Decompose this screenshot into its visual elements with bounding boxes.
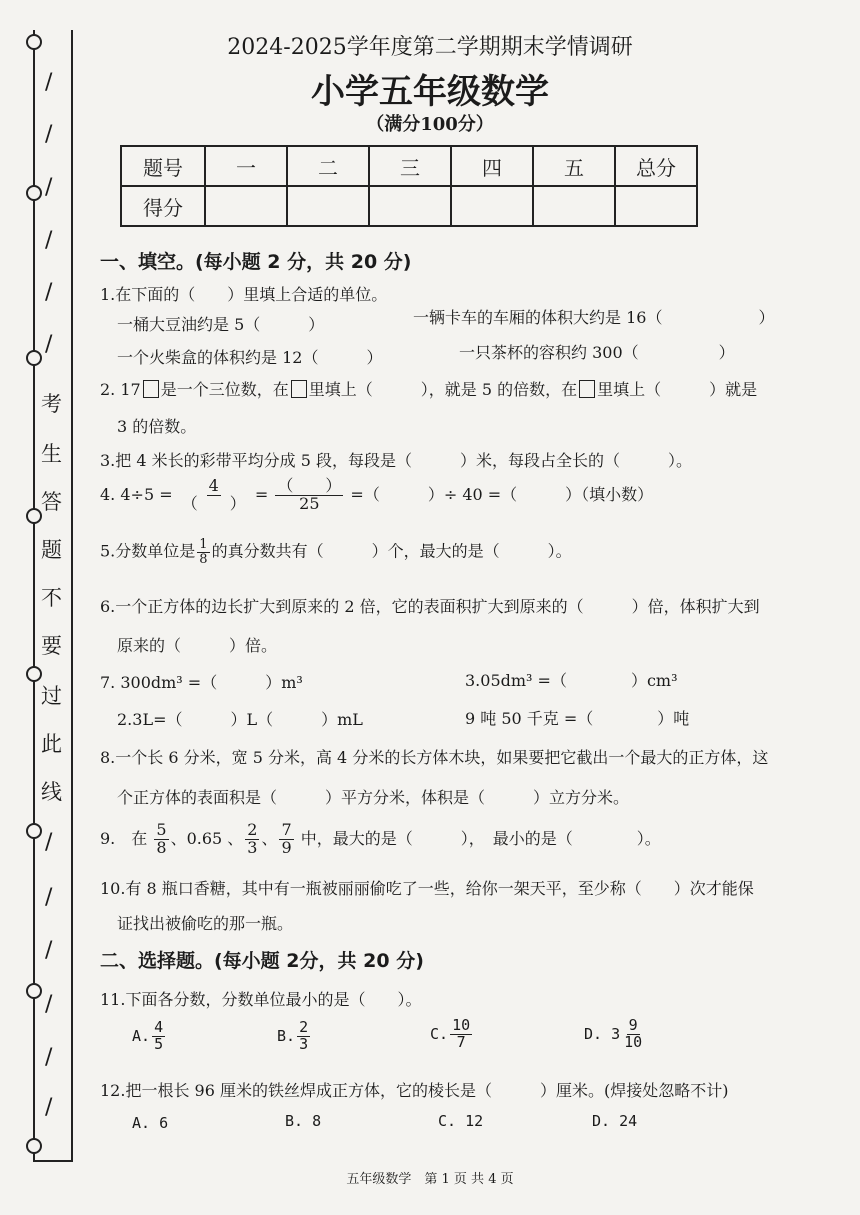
question-1-item: 一桶大豆油约是 5（ ） <box>117 315 325 334</box>
score-cell <box>287 186 369 226</box>
margin-slash: / <box>45 992 53 1017</box>
option-a <box>132 1020 167 1053</box>
score-cell: 二 <box>287 146 369 186</box>
fraction-denominator: 8 <box>199 551 208 567</box>
margin-slash: / <box>45 175 53 200</box>
fraction <box>180 478 248 513</box>
question-3: 3.把 4 米长的彩带平均分成 5 段，每段是（ ）米，每段占全长的（ ）。 <box>100 451 692 470</box>
fraction-numerator: 7 <box>281 820 292 839</box>
margin-notice-char: 生 <box>41 442 62 466</box>
fraction-numerator: 9 <box>628 1016 638 1034</box>
margin-slash: / <box>45 1045 53 1070</box>
score-cell: 得分 <box>121 186 205 226</box>
question-text: 5.分数单位是 <box>100 541 196 561</box>
fraction <box>450 1018 472 1051</box>
fraction-numerator: 2 <box>299 1018 309 1036</box>
margin-slash: / <box>45 1095 53 1120</box>
margin-slash: / <box>45 332 53 357</box>
margin-notice-char: 答 <box>41 490 62 514</box>
margin-notice-char: 不 <box>41 586 62 610</box>
fraction <box>197 538 209 566</box>
binding-hole-icon <box>26 350 42 366</box>
fraction-numerator: 2 <box>247 820 258 839</box>
question-text: 9. 在 <box>100 828 148 848</box>
fraction-denominator: 9 <box>281 837 292 857</box>
fraction <box>275 478 343 513</box>
question-8-line: 个正方体的表面积是（ ）平方分米，体积是（ ）立方分米。 <box>117 788 630 807</box>
score-table <box>120 145 698 227</box>
question-1-stem: 1.在下面的（ ）里填上合适的单位。 <box>100 285 388 304</box>
question-6-line: 原来的（ ）倍。 <box>117 636 278 655</box>
score-cell <box>451 186 533 226</box>
question-text: 中，最大的是（ ）， 最小的是（ ）。 <box>300 828 661 848</box>
option-c <box>430 1018 474 1051</box>
score-cell: 三 <box>369 146 451 186</box>
page-footer: 五年级数学 第 1 页 共 4 页 <box>346 1172 514 1187</box>
score-table-header-row <box>121 146 697 186</box>
section-heading: 二、选择题。(每小题 2分，共 20 分) <box>100 950 424 972</box>
fraction-denominator: 5 <box>154 1034 164 1053</box>
option-b: B. 8 <box>285 1112 322 1130</box>
question-7-item: 3.05dm³ =（ ）cm³ <box>465 671 678 690</box>
option-label: B. <box>277 1026 296 1045</box>
score-table-score-row <box>121 186 697 226</box>
binding-hole-icon <box>26 823 42 839</box>
question-text: 里填上（ ），就是 5 的倍数，在 <box>308 380 578 399</box>
score-cell <box>205 186 287 226</box>
blank-box-icon <box>579 380 595 398</box>
margin-slash: / <box>45 122 53 147</box>
score-cell: 总分 <box>615 146 697 186</box>
fraction-denominator: 3 <box>299 1034 309 1053</box>
exam-title-line: 2024-2025学年度第二学期期末学情调研 <box>227 35 633 60</box>
exam-subject-title: 小学五年级数学 <box>311 72 549 112</box>
question-text: 2. 17 <box>100 380 141 399</box>
question-1-item: 一个火柴盒的体积约是 12（ ） <box>117 348 383 367</box>
score-cell: 四 <box>451 146 533 186</box>
margin-slash: / <box>45 70 53 95</box>
margin-slash: / <box>45 938 53 963</box>
binding-hole-icon <box>26 1138 42 1154</box>
fraction-numerator: （ ） <box>277 476 342 495</box>
question-4 <box>100 478 653 513</box>
question-10-line: 证找出被偷吃的那一瓶。 <box>117 914 294 933</box>
score-cell: 五 <box>533 146 615 186</box>
fraction-denominator: 10 <box>624 1032 643 1051</box>
question-9 <box>100 822 661 857</box>
score-cell: 一 <box>205 146 287 186</box>
binding-margin <box>33 30 73 1162</box>
question-8-line: 8.一个长 6 分米，宽 5 分米，高 4 分米的长方体木块，如果要把它截出一个最大的正方体，这 <box>100 748 769 767</box>
option-label: D. 3 <box>584 1024 621 1043</box>
binding-hole-icon <box>26 508 42 524</box>
fraction <box>279 822 293 857</box>
question-5 <box>100 538 572 566</box>
margin-slash: / <box>45 228 53 253</box>
option-d: D. 24 <box>592 1112 638 1130</box>
question-7-item: 7. 300dm³ =（ ）m³ <box>100 673 303 692</box>
full-marks-label: （满分100分） <box>366 114 494 135</box>
score-cell <box>615 186 697 226</box>
question-text: =（ ）÷ 40 =（ ）（填小数） <box>350 484 654 504</box>
question-text: 、0.65 、 <box>170 828 244 848</box>
option-label: C. <box>430 1024 449 1043</box>
fraction <box>152 1020 165 1053</box>
question-2 <box>100 377 757 400</box>
option-b <box>277 1020 312 1053</box>
fraction <box>622 1018 644 1051</box>
question-text: 、 <box>261 828 278 848</box>
fraction <box>154 822 168 857</box>
score-cell <box>533 186 615 226</box>
margin-notice-char: 过 <box>41 684 62 708</box>
question-text: 的真分数共有（ ）个，最大的是（ ）。 <box>211 541 572 561</box>
fraction <box>297 1020 310 1053</box>
margin-notice-char: 要 <box>41 634 62 658</box>
question-text: 是一个三位数，在 <box>160 380 289 399</box>
score-cell <box>369 186 451 226</box>
question-11-stem: 11.下面各分数，分数单位最小的是（ ）。 <box>100 990 422 1009</box>
fraction-numerator: 4 <box>208 476 219 495</box>
fraction-denominator: 7 <box>456 1032 466 1051</box>
fraction-denominator: （ ） <box>181 493 246 513</box>
question-text: 4. 4÷5 = <box>100 484 173 504</box>
question-7-item: 9 吨 50 千克 =（ ）吨 <box>465 709 690 728</box>
margin-notice-char: 考 <box>41 392 62 416</box>
section-heading: 一、填空。(每小题 2 分，共 20 分) <box>100 251 412 273</box>
question-6-line: 6.一个正方体的边长扩大到原来的 2 倍，它的表面积扩大到原来的（ ）倍，体积扩大到 <box>100 597 760 616</box>
question-12-stem: 12.把一根长 96 厘米的铁丝焊成正方体，它的棱长是（ ）厘米。(焊接处忽略不计) <box>100 1081 729 1100</box>
fraction-denominator: 25 <box>299 493 320 513</box>
question-1-item: 一辆卡车的车厢的体积大约是 16（ ） <box>413 308 775 327</box>
fraction-numerator: 10 <box>452 1016 471 1034</box>
binding-hole-icon <box>26 983 42 999</box>
margin-notice-char: 线 <box>41 780 62 804</box>
margin-slash: / <box>45 280 53 305</box>
option-a: A. 6 <box>132 1114 169 1132</box>
blank-box-icon <box>291 380 307 398</box>
fraction-denominator: 3 <box>247 837 258 857</box>
margin-notice-char: 此 <box>41 732 62 756</box>
margin-slash: / <box>45 830 53 855</box>
margin-notice-char: 题 <box>41 538 62 562</box>
fraction <box>245 822 259 857</box>
binding-hole-icon <box>26 666 42 682</box>
fraction-numerator: 1 <box>199 537 208 552</box>
binding-hole-icon <box>26 185 42 201</box>
question-text: = <box>254 484 269 504</box>
option-c: C. 12 <box>438 1112 484 1130</box>
option-label: A. <box>132 1026 151 1045</box>
question-2-continuation: 3 的倍数。 <box>117 417 197 436</box>
score-cell: 题号 <box>121 146 205 186</box>
question-text: 里填上（ ）就是 <box>597 380 758 399</box>
option-d <box>584 1018 646 1051</box>
question-10-line: 10.有 8 瓶口香糖，其中有一瓶被丽丽偷吃了一些，给你一架天平，至少称（ ）次才能保 <box>100 879 754 898</box>
fraction-denominator: 8 <box>156 837 167 857</box>
question-7-item: 2.3L=（ ）L（ ）mL <box>117 710 363 729</box>
margin-slash: / <box>45 885 53 910</box>
blank-box-icon <box>143 380 159 398</box>
fraction-numerator: 4 <box>154 1018 164 1036</box>
fraction-numerator: 5 <box>156 820 167 839</box>
question-1-item: 一只茶杯的容积约 300（ ） <box>459 343 735 362</box>
